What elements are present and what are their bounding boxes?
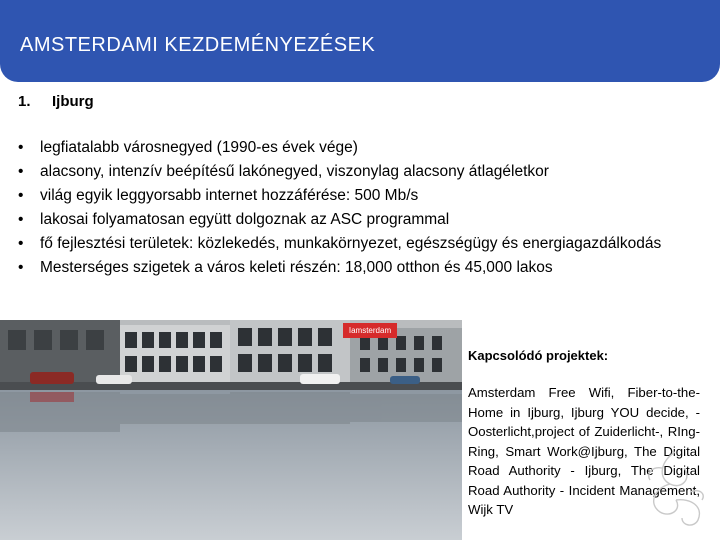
list-item-text: lakosai folyamatosan együtt dolgoznak az ASC programmal bbox=[40, 211, 450, 228]
list-item bbox=[18, 184, 698, 208]
projects-title: Kapcsolódó projektek: bbox=[468, 348, 609, 363]
section-number: 1. bbox=[18, 93, 31, 110]
list-item-text: fő fejlesztési területek: közlekedés, munkakörnyezet, egészségügy és energiagazdálkodás bbox=[40, 235, 662, 252]
page-title: AMSTERDAMI KEZDEMÉNYEZÉSEK bbox=[20, 34, 376, 56]
list-item bbox=[18, 160, 698, 184]
bullet-list bbox=[18, 136, 698, 280]
list-item bbox=[18, 232, 698, 256]
bullet-icon: • bbox=[18, 139, 24, 156]
section-heading bbox=[18, 93, 94, 110]
iamsterdam-logo: Iamsterdam bbox=[343, 323, 397, 338]
list-item-text: Mesterséges szigetek a város keleti részén: 18,000 otthon és 45,000 lakos bbox=[40, 259, 553, 276]
decorative-ornament-icon bbox=[640, 448, 710, 530]
list-item bbox=[18, 136, 698, 160]
list-item bbox=[18, 208, 698, 232]
title-bar bbox=[0, 0, 720, 82]
bullet-icon: • bbox=[18, 259, 24, 276]
ijburg-photo bbox=[0, 320, 462, 540]
list-item-text: legfiatalabb városnegyed (1990-es évek vége) bbox=[40, 139, 358, 156]
list-item-text: világ egyik leggyorsabb internet hozzáférése: 500 Mb/s bbox=[40, 187, 419, 204]
list-item bbox=[18, 256, 698, 280]
projects-text: Amsterdam Free Wifi, Fiber-to-the-Home in Ijburg, Ijburg YOU decide, -Oosterlicht,project of Zuiderlicht-, RIng-Ring, Smart Work@Ijburg, The Digital Road Authority - Ijburg, The Digital Road Authority - Incident Management, Wijk TV bbox=[468, 385, 700, 517]
bullet-icon: • bbox=[18, 235, 24, 252]
list-item-text: alacsony, intenzív beépítésű lakónegyed, viszonylag alacsony átlagéletkor bbox=[40, 163, 549, 180]
section-name: Ijburg bbox=[52, 93, 94, 110]
bullet-icon: • bbox=[18, 163, 24, 180]
bullet-icon: • bbox=[18, 187, 24, 204]
bullet-icon: • bbox=[18, 211, 24, 228]
